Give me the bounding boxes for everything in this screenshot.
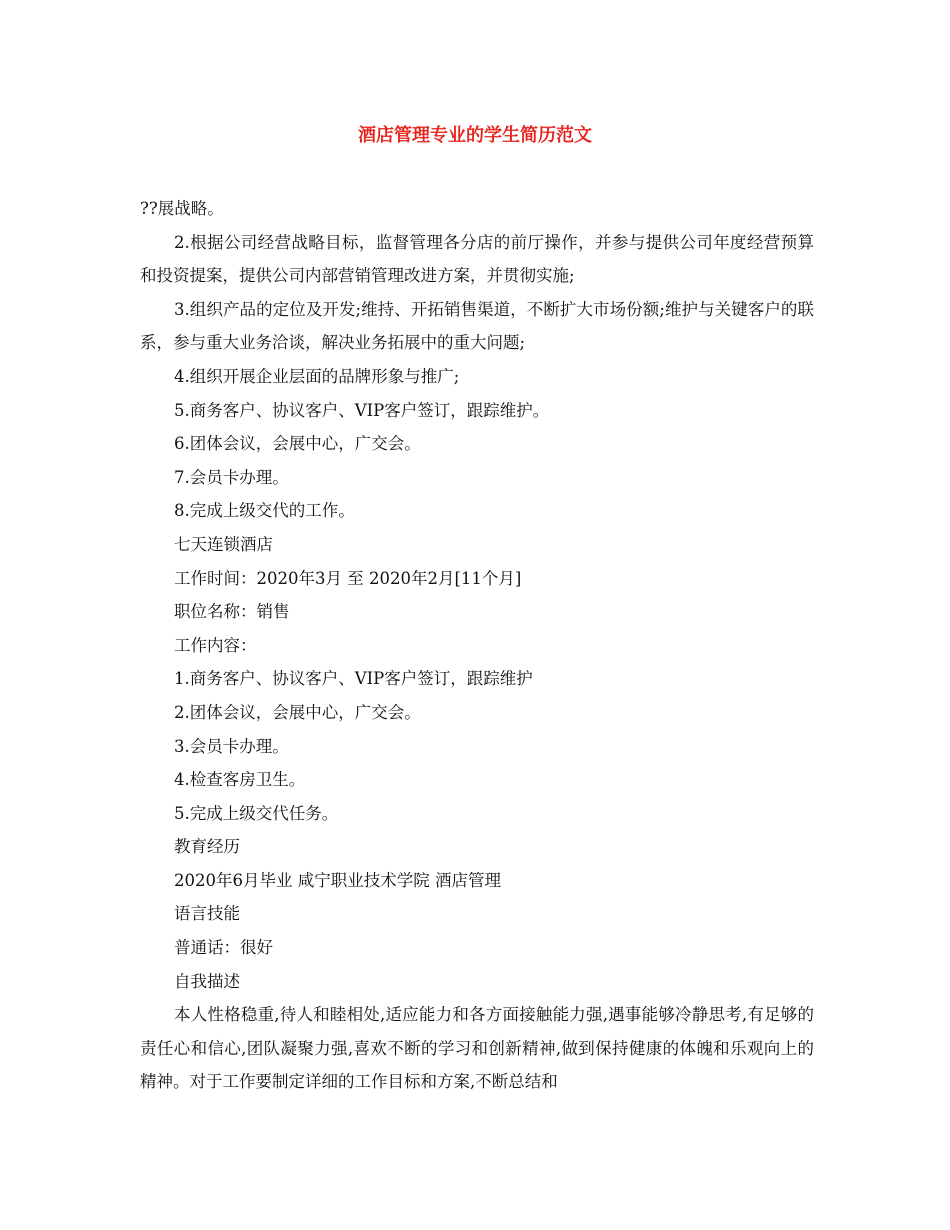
paragraph: 4.检查客房卫生。: [174, 770, 306, 790]
paragraph: 3.会员卡办理。: [174, 736, 289, 756]
paragraph: 工作内容：: [174, 635, 257, 655]
paragraph: 本人性格稳重,待人和睦相处,适应能力和各方面接触能力强,遇事能够冷静思考,有足够的责任心和信心,团队凝聚力强,喜欢不断的学习和创新精神,做到保持健康的体魄和乐观向上的精神。对于工作要制定详细的工作目标和方案,不断总结和: [140, 1005, 814, 1092]
paragraph: 5.商务客户、协议客户、VIP客户签订，跟踪维护。: [174, 400, 550, 420]
paragraph: 教育经历: [174, 837, 240, 857]
paragraph: 3.组织产品的定位及开发;维持、开拓销售渠道，不断扩大市场份额;维护与关键客户的联系，参与重大业务洽谈，解决业务拓展中的重大问题;: [140, 299, 814, 353]
paragraph: 4.组织开展企业层面的品牌形象与推广;: [174, 366, 460, 386]
paragraph: 8.完成上级交代的工作。: [174, 501, 355, 521]
paragraph: ??展战略。: [140, 199, 224, 218]
document-body: [140, 192, 814, 1099]
paragraph: 6.团体会议，会展中心，广交会。: [174, 434, 421, 454]
paragraph: 2020年6月毕业 咸宁职业技术学院 酒店管理: [174, 870, 501, 890]
paragraph: 自我描述: [174, 971, 240, 991]
paragraph: 2.根据公司经营战略目标，监督管理各分店的前厅操作，并参与提供公司年度经营预算和投资提案，提供公司内部营销管理改进方案，并贯彻实施;: [140, 232, 814, 286]
paragraph: 5.完成上级交代任务。: [174, 803, 339, 823]
paragraph: 职位名称：销售: [174, 602, 290, 622]
paragraph: 七天连锁酒店: [174, 534, 273, 554]
paragraph: 7.会员卡办理。: [174, 467, 289, 487]
paragraph: 语言技能: [174, 904, 240, 924]
document-title: 酒店管理专业的学生简历范文: [358, 125, 592, 146]
paragraph: 普通话：很好: [174, 938, 273, 958]
paragraph: 1.商务客户、协议客户、VIP客户签订，跟踪维护: [174, 669, 533, 689]
paragraph: 工作时间：2020年3月 至 2020年2月[11个月]: [174, 568, 522, 588]
paragraph: 2.团体会议，会展中心，广交会。: [174, 702, 421, 722]
